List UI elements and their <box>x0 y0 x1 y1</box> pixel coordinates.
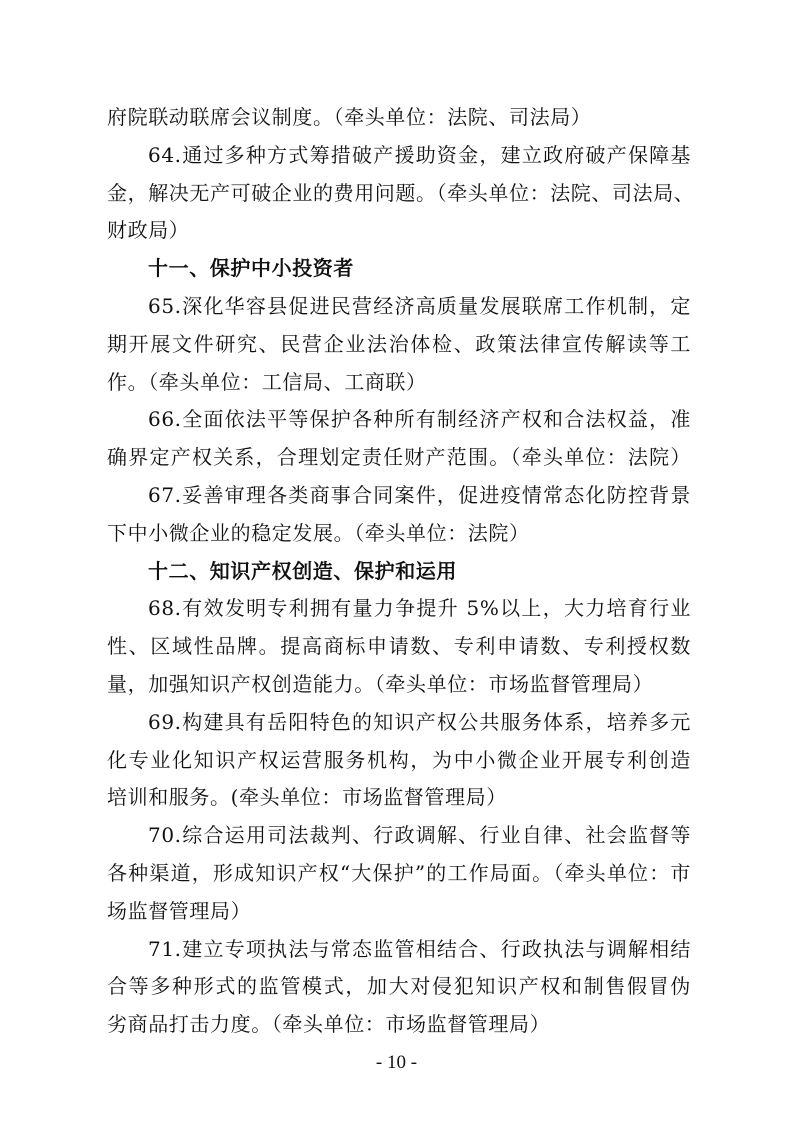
text-line: 化专业化知识产权运营服务机构，为中小微企业开展专利创造 <box>107 747 691 772</box>
text-line: 66.全面依法平等保护各种所有制经济产权和合法权益，准 <box>148 407 691 432</box>
text-line: 培训和服务。(牵头单位：市场监督管理局） <box>107 785 507 810</box>
text-line: 府院联动联席会议制度。（牵头单位：法院、司法局） <box>107 105 592 129</box>
text-line: 67.妥善审理各类商事合同案件，促进疫情常态化防控背景 <box>148 482 691 507</box>
text-line: 合等多种形式的监管模式，加大对侵犯知识产权和制售假冒伪 <box>107 974 691 999</box>
text-line: 确界定产权关系，合理划定责任财产范围。（牵头单位：法院） <box>107 445 691 470</box>
text-line: 69.构建具有岳阳特色的知识产权公共服务体系，培养多元 <box>148 709 691 734</box>
text-line: 作。（牵头单位：工信局、工商联） <box>107 369 427 394</box>
text-line: 期开展文件研究、民营企业法治体检、政策法律宣传解读等工 <box>107 331 691 356</box>
text-line: 70.综合运用司法裁判、行政调解、行业自律、社会监督等 <box>148 823 691 848</box>
text-line: 各种渠道，形成知识产权“大保护”的工作局面。（牵头单位：市 <box>107 860 691 885</box>
text-line: 64.通过多种方式筹措破产援助资金，建立政府破产保障基 <box>148 142 691 167</box>
text-line: 性、区域性品牌。提高商标申请数、专利申请数、专利授权数 <box>107 634 691 659</box>
text-line: 68.有效发明专利拥有量力争提升 5%以上，大力培育行业 <box>148 596 691 621</box>
text-line: 财政局） <box>107 218 190 243</box>
document-body <box>107 99 695 1044</box>
text-line: 劣商品打击力度。（牵头单位：市场监督管理局） <box>107 1012 551 1037</box>
text-line: 场监督管理局） <box>107 898 252 923</box>
section-heading: 十一、保护中小投资者 <box>148 256 354 281</box>
text-line: 下中小微企业的稳定发展。（牵头单位：法院） <box>107 520 530 545</box>
text-line: 金，解决无产可破企业的费用问题。（牵头单位：法院、司法局、 <box>107 180 695 205</box>
section-heading: 十二、知识产权创造、保护和运用 <box>148 558 457 583</box>
text-line: 71.建立专项执法与常态监管相结合、行政执法与调解相结 <box>148 936 691 961</box>
text-line: 量，加强知识产权创造能力。（牵头单位：市场监督管理局） <box>107 671 654 696</box>
text-line: 65.深化华容县促进民营经济高质量发展联席工作机制，定 <box>148 293 691 318</box>
page-number: - 10 - <box>375 1052 418 1073</box>
